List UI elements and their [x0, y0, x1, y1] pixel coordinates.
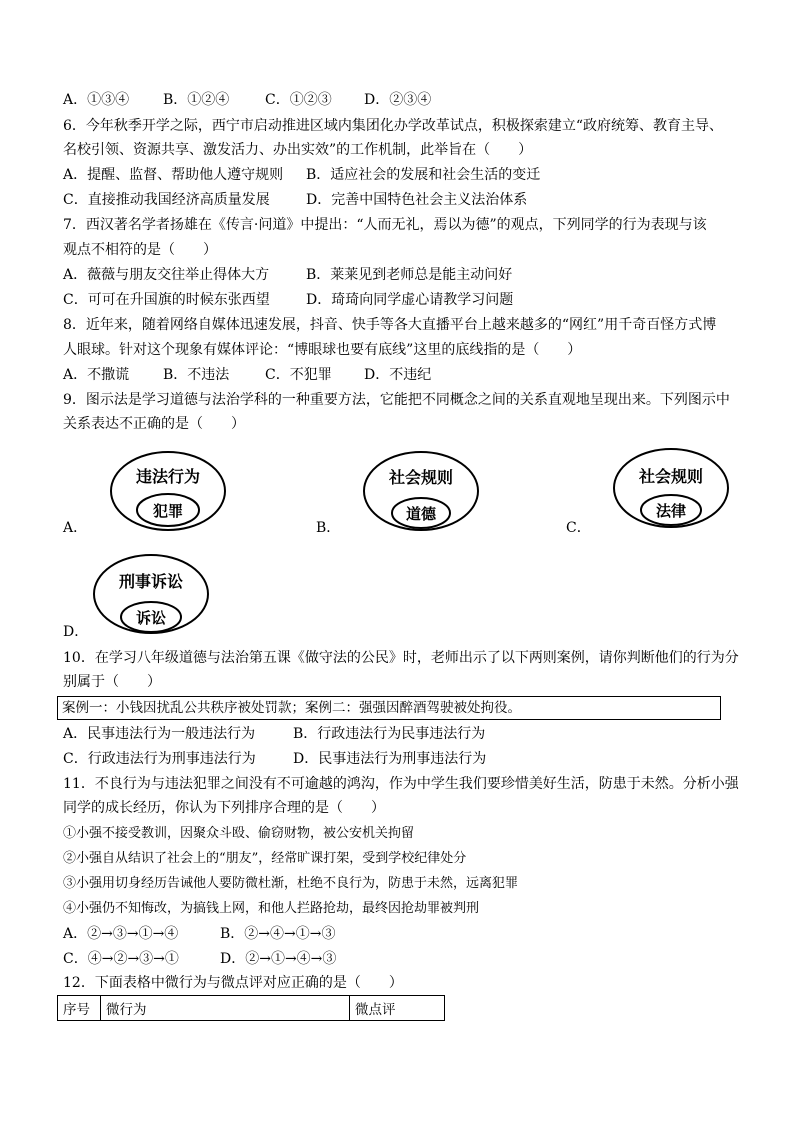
q9-diagram-a: [105, 448, 231, 534]
q6-stem-line1: 6．今年秋季开学之际，西宁市启动推进区域内集团化办学改革试点，积极探索建立“政府统筹、教育主导、: [63, 118, 724, 134]
q11-item-3: ③小强用切身经历告诫他人要防微杜渐，杜绝不良行为，防患于未然，远离犯罪: [63, 876, 519, 891]
q5-option-c: C．①②③: [265, 92, 332, 108]
table-header-row: [58, 996, 445, 1021]
diagram-c-inner-label: 法律: [655, 502, 687, 520]
q11-option-d: D．②→①→④→③: [220, 951, 337, 967]
q9-option-c-letter: C．: [566, 520, 591, 536]
q7-option-d: D．琦琦向同学虚心请教学习问题: [306, 292, 514, 308]
q11-option-c: C．④→②→③→①: [63, 951, 179, 967]
q7-stem-line1: 7．西汉著名学者扬雄在《传言·问道》中提出：“人而无礼，焉以为德”的观点，下列同学的行为表现与该: [63, 217, 707, 233]
q8-option-c: C．不犯罪: [265, 367, 332, 383]
diagram-d-outer-label: 刑事诉讼: [118, 572, 184, 591]
q5-option-b: B．①②④: [163, 92, 230, 108]
q6-option-b: B．适应社会的发展和社会生活的变迁: [306, 167, 541, 183]
q11-item-2: ②小强自从结识了社会上的“朋友”，经常旷课打架，受到学校纪律处分: [63, 851, 467, 866]
table-header-behavior: 微行为: [101, 996, 350, 1021]
q11-option-a: A．②→③→①→④: [63, 926, 179, 942]
q11-item-1: ①小强不接受教训，因聚众斗殴、偷窃财物，被公安机关拘留: [63, 826, 415, 841]
q11-stem-line2: 同学的成长经历，你认为下列排序合理的是（ ）: [63, 800, 385, 816]
q10-option-b: B．行政违法行为民事违法行为: [293, 726, 486, 742]
q5-option-a: A．①③④: [63, 92, 130, 108]
q8-stem-line1: 8．近年来，随着网络自媒体迅速发展，抖音、快手等各大直播平台上越来越多的“网红”用千奇百怪方式博: [63, 317, 717, 333]
q7-option-a: A．薇薇与朋友交往举止得体大方: [63, 267, 270, 283]
q8-stem-line2: 人眼球。针对这个现象有媒体评论：“博眼球也要有底线”这里的底线指的是（ ）: [63, 342, 582, 358]
q8-option-a: A．不撒谎: [63, 367, 130, 383]
diagram-c-outer-label: 社会规则: [638, 467, 704, 486]
q10-case-box: 案例一：小钱因扰乱公共秩序被处罚款；案例二：强强因醉酒驾驶被处拘役。: [57, 696, 721, 720]
diagram-b-outer-label: 社会规则: [388, 468, 454, 487]
diagram-b-inner-label: 道德: [405, 505, 437, 523]
q8-option-d: D．不违纪: [364, 367, 432, 383]
q11-stem-line1: 11．不良行为与违法犯罪之间没有不可逾越的鸿沟，作为中学生我们要珍惜美好生活，防患于未然。分析小强: [63, 776, 739, 792]
q11-item-4: ④小强仍不知悔改，为搞钱上网，和他人拦路抢劫，最终因抢劫罪被判刑: [63, 901, 480, 916]
q9-stem-line1: 9．图示法是学习道德与法治学科的一种重要方法，它能把不同概念之间的关系直观地呈现出来。下列图示中: [63, 392, 730, 408]
q11-option-b: B．②→④→①→③: [220, 926, 336, 942]
q9-option-a-letter: A．: [63, 520, 88, 536]
q6-option-d: D．完善中国特色社会主义法治体系: [306, 192, 528, 208]
table-header-comment: 微点评: [350, 996, 445, 1021]
q8-option-b: B．不违法: [163, 367, 230, 383]
q10-stem-line2: 别属于（ ）: [63, 674, 161, 690]
q7-option-c: C．可可在升国旗的时候东张西望: [63, 292, 270, 308]
q7-stem-line2: 观点不相符的是（ ）: [63, 242, 217, 258]
q9-option-d-letter: D．: [63, 624, 89, 640]
q6-stem-line2: 名校引领、资源共享、激发活力、办出实效”的工作机制，此举旨在（ ）: [63, 142, 533, 158]
q9-diagram-d: [88, 551, 214, 637]
q5-option-d: D．②③④: [364, 92, 432, 108]
q10-option-d: D．民事违法行为刑事违法行为: [293, 751, 487, 767]
q6-option-c: C．直接推动我国经济高质量发展: [63, 192, 270, 208]
q9-option-b-letter: B．: [316, 520, 341, 536]
diagram-a-outer-label: 违法行为: [135, 467, 201, 486]
q6-option-a: A．提醒、监督、帮助他人遵守规则: [63, 167, 284, 183]
q12-stem: 12．下面表格中微行为与微点评对应正确的是（ ）: [63, 975, 403, 991]
q10-option-c: C．行政违法行为刑事违法行为: [63, 751, 256, 767]
diagram-d-inner-label: 诉讼: [135, 609, 167, 627]
q12-table: [57, 995, 445, 1021]
q7-option-b: B．莱莱见到老师总是能主动问好: [306, 267, 513, 283]
q9-diagram-b: [358, 448, 484, 534]
q9-stem-line2: 关系表达不正确的是（ ）: [63, 416, 245, 432]
q10-option-a: A．民事违法行为一般违法行为: [63, 726, 256, 742]
diagram-a-inner-label: 犯罪: [152, 502, 184, 520]
q10-stem-line1: 10．在学习八年级道德与法治第五课《做守法的公民》时，老师出示了以下两则案例，请你判断他们的行为分: [63, 650, 739, 666]
table-header-index: 序号: [58, 996, 101, 1021]
q9-diagram-c: [608, 445, 734, 531]
